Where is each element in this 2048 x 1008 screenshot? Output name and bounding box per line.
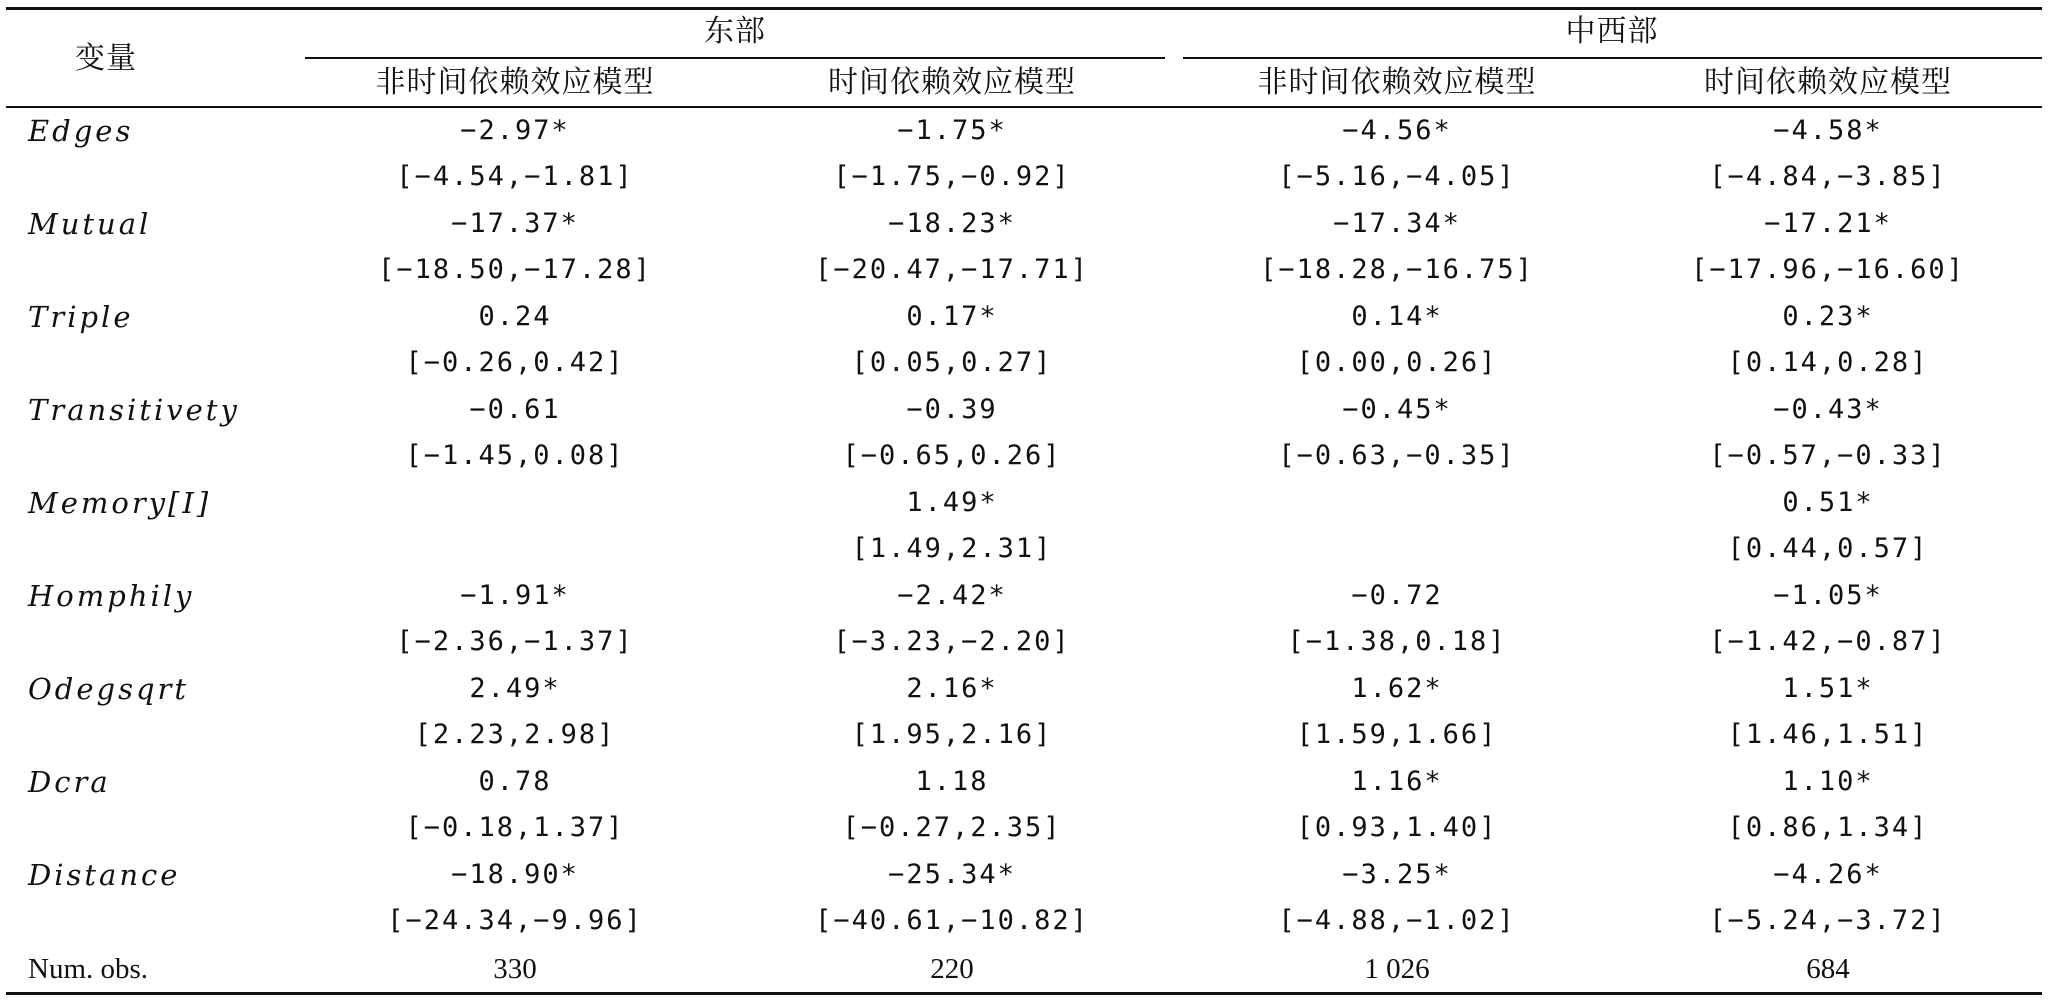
confidence-interval-cell: [−0.26,0.42] — [405, 347, 625, 378]
variable-name: Triple — [28, 300, 134, 334]
obs-count-cell: 220 — [930, 953, 974, 985]
estimate-cell: 1.62* — [1351, 673, 1443, 704]
confidence-interval-cell: [2.23,2.98] — [414, 719, 616, 750]
variable-name: Distance — [28, 858, 181, 892]
top-rule — [6, 7, 2042, 10]
estimate-cell: −0.43* — [1773, 394, 1883, 425]
estimate-cell: −17.34* — [1333, 208, 1461, 239]
group-header-east: 东部 — [704, 14, 766, 49]
confidence-interval-cell: [−4.54,−1.81] — [396, 161, 634, 192]
confidence-interval-cell: [−1.42,−0.87] — [1709, 626, 1947, 657]
estimate-cell: 0.23* — [1782, 301, 1874, 332]
estimate-cell: −0.39 — [906, 394, 998, 425]
confidence-interval-cell: [−0.65,0.26] — [842, 440, 1062, 471]
estimate-cell: 0.14* — [1351, 301, 1443, 332]
estimate-cell: 0.17* — [906, 301, 998, 332]
variable-name: Mutual — [28, 207, 152, 241]
estimate-cell: −4.56* — [1342, 115, 1452, 146]
confidence-interval-cell: [−5.24,−3.72] — [1709, 905, 1947, 936]
confidence-interval-cell: [−0.18,1.37] — [405, 812, 625, 843]
confidence-interval-cell: [−0.57,−0.33] — [1709, 440, 1947, 471]
estimate-cell: −2.97* — [460, 115, 570, 146]
estimate-cell: 0.51* — [1782, 487, 1874, 518]
confidence-interval-cell: [−1.75,−0.92] — [833, 161, 1071, 192]
bottom-rule — [6, 992, 2042, 995]
confidence-interval-cell: [1.59,1.66] — [1296, 719, 1498, 750]
estimate-cell: 0.78 — [478, 766, 552, 797]
confidence-interval-cell: [0.05,0.27] — [851, 347, 1053, 378]
confidence-interval-cell: [−5.16,−4.05] — [1278, 161, 1516, 192]
confidence-interval-cell: [1.95,2.16] — [851, 719, 1053, 750]
subcolumn-header: 时间依赖效应模型 — [1704, 65, 1952, 100]
estimate-cell: −4.58* — [1773, 115, 1883, 146]
confidence-interval-cell: [−24.34,−9.96] — [387, 905, 643, 936]
obs-count-cell: 1 026 — [1364, 953, 1430, 985]
confidence-interval-cell: [−20.47,−17.71] — [815, 254, 1089, 285]
variable-name: Homphily — [28, 579, 195, 613]
confidence-interval-cell: [0.44,0.57] — [1727, 533, 1929, 564]
confidence-interval-cell: [0.93,1.40] — [1296, 812, 1498, 843]
estimate-cell: −2.42* — [897, 580, 1007, 611]
confidence-interval-cell: [1.49,2.31] — [851, 533, 1053, 564]
confidence-interval-cell: [−0.27,2.35] — [842, 812, 1062, 843]
group-rule-east — [305, 57, 1165, 59]
confidence-interval-cell: [−4.84,−3.85] — [1709, 161, 1947, 192]
variable-name: Edges — [28, 114, 134, 148]
estimate-cell: 1.49* — [906, 487, 998, 518]
estimate-cell: −0.45* — [1342, 394, 1452, 425]
estimate-cell: −1.91* — [460, 580, 570, 611]
estimate-cell: 1.51* — [1782, 673, 1874, 704]
estimate-cell: −0.72 — [1351, 580, 1443, 611]
group-rule-central-west — [1183, 57, 2042, 59]
estimate-cell: 1.18 — [915, 766, 989, 797]
estimate-cell: 1.10* — [1782, 766, 1874, 797]
variable-name: Memory[I] — [28, 486, 212, 520]
estimate-cell: −17.21* — [1764, 208, 1892, 239]
confidence-interval-cell: [−1.45,0.08] — [405, 440, 625, 471]
estimate-cell: −1.05* — [1773, 580, 1883, 611]
confidence-interval-cell: [1.46,1.51] — [1727, 719, 1929, 750]
variable-name: Transitivety — [28, 393, 240, 427]
confidence-interval-cell: [−4.88,−1.02] — [1278, 905, 1516, 936]
estimate-cell: −18.90* — [451, 859, 579, 890]
confidence-interval-cell: [−2.36,−1.37] — [396, 626, 634, 657]
subcolumn-header: 时间依赖效应模型 — [828, 65, 1076, 100]
group-header-central-west: 中西部 — [1565, 14, 1659, 49]
obs-count-cell: 684 — [1806, 953, 1850, 985]
confidence-interval-cell: [−1.38,0.18] — [1287, 626, 1507, 657]
estimate-cell: −0.61 — [469, 394, 561, 425]
estimate-cell: 2.49* — [469, 673, 561, 704]
estimate-cell: 0.24 — [478, 301, 552, 332]
confidence-interval-cell: [−0.63,−0.35] — [1278, 440, 1516, 471]
estimate-cell: −4.26* — [1773, 859, 1883, 890]
obs-label: Num. obs. — [28, 953, 149, 985]
variable-name: Odegsqrt — [28, 672, 190, 706]
estimate-cell: −25.34* — [888, 859, 1016, 890]
header-rule — [6, 106, 2042, 108]
confidence-interval-cell: [0.14,0.28] — [1727, 347, 1929, 378]
estimate-cell: −3.25* — [1342, 859, 1452, 890]
obs-count-cell: 330 — [493, 953, 537, 985]
confidence-interval-cell: [−18.50,−17.28] — [378, 254, 652, 285]
confidence-interval-cell: [0.86,1.34] — [1727, 812, 1929, 843]
estimate-cell: 2.16* — [906, 673, 998, 704]
estimate-cell: −17.37* — [451, 208, 579, 239]
variable-name: Dcra — [28, 765, 111, 799]
estimate-cell: −1.75* — [897, 115, 1007, 146]
estimate-cell: 1.16* — [1351, 766, 1443, 797]
confidence-interval-cell: [0.00,0.26] — [1296, 347, 1498, 378]
estimate-cell: −18.23* — [888, 208, 1016, 239]
confidence-interval-cell: [−17.96,−16.60] — [1691, 254, 1965, 285]
subcolumn-header: 非时间依赖效应模型 — [1257, 65, 1537, 100]
subcolumn-header: 非时间依赖效应模型 — [375, 65, 655, 100]
stub-header: 变量 — [75, 41, 137, 76]
confidence-interval-cell: [−3.23,−2.20] — [833, 626, 1071, 657]
confidence-interval-cell: [−18.28,−16.75] — [1260, 254, 1534, 285]
confidence-interval-cell: [−40.61,−10.82] — [815, 905, 1089, 936]
